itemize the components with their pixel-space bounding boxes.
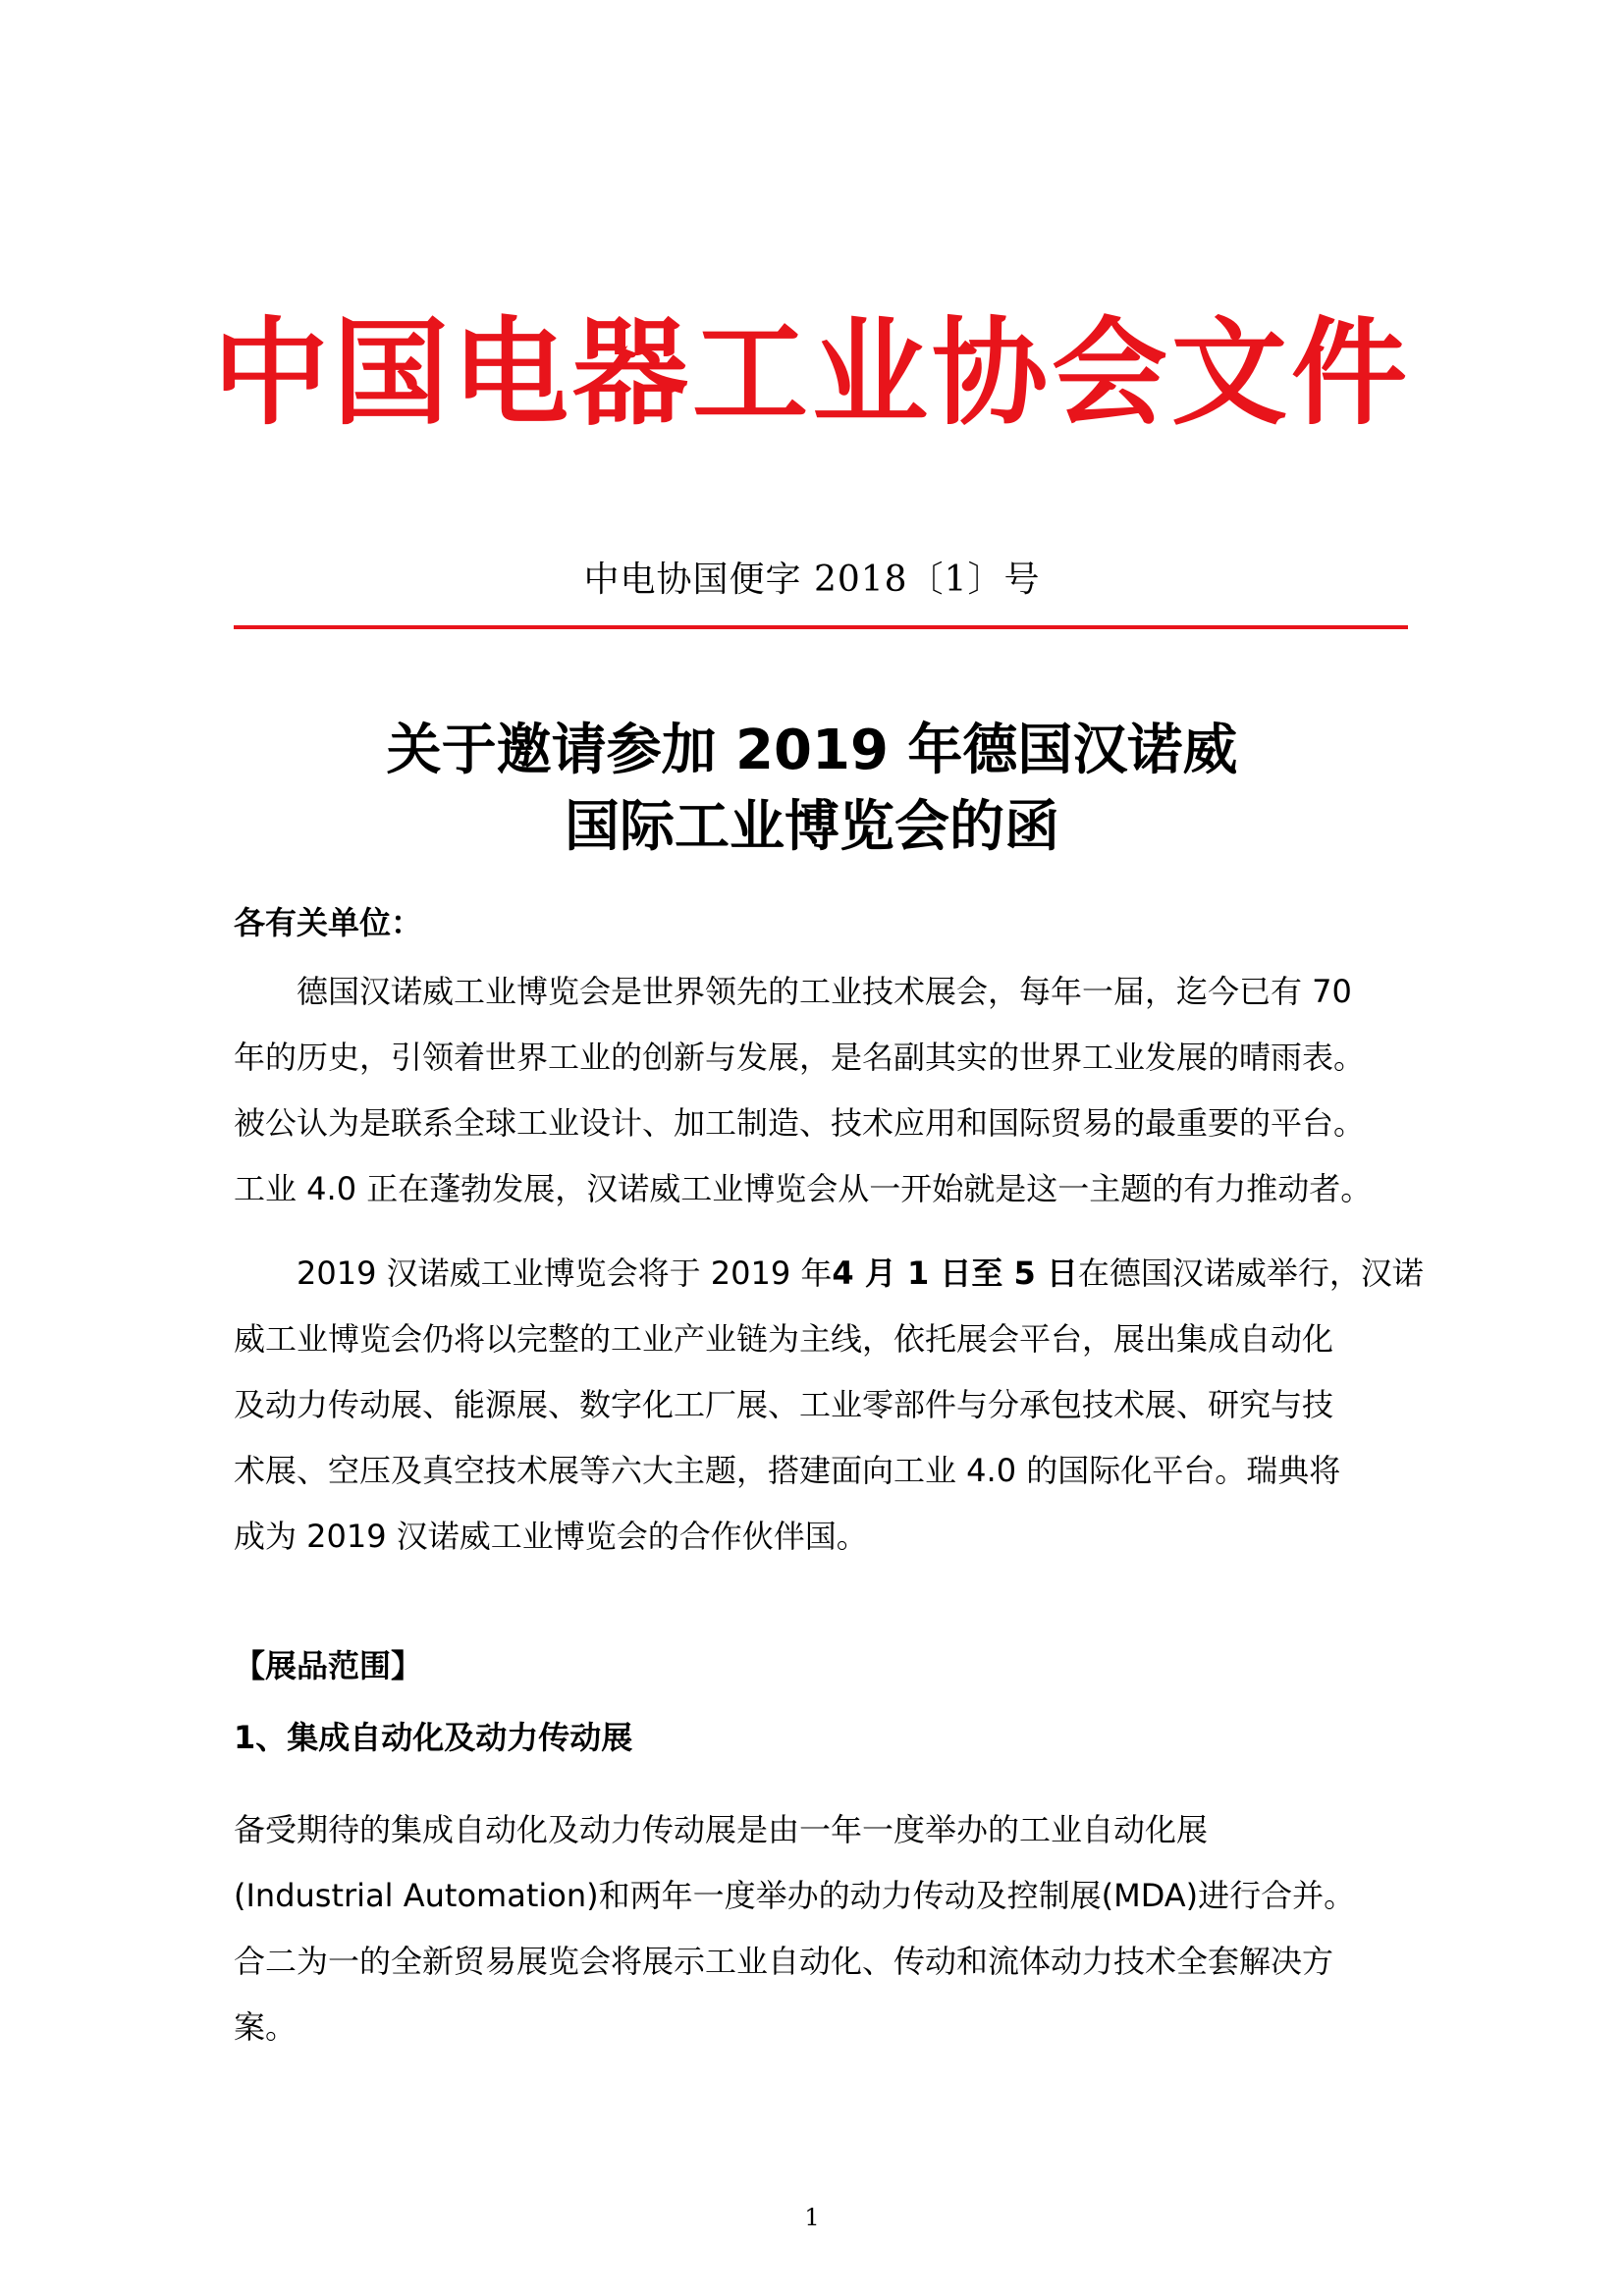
section-item-1-line-4: 案。 [234, 2008, 298, 2046]
paragraph-2-line-1-end: 在德国汉诺威举行，汉诺 [1077, 1255, 1424, 1292]
paragraph-1-line-4: 工业 4.0 正在蓬勃发展，汉诺威工业博览会从一开始就是这一主题的有力推动者。 [234, 1170, 1373, 1207]
section-item-1-line-3: 合二为一的全新贸易展览会将展示工业自动化、传动和流体动力技术全套解决方 [234, 1943, 1334, 1980]
paragraph-2-line-4: 术展、空压及真空技术展等六大主题，搭建面向工业 4.0 的国际化平台。瑞典将 [234, 1452, 1341, 1489]
paragraph-1-line-1: 德国汉诺威工业博览会是世界领先的工业技术展会，每年一届，迄今已有 70 [297, 973, 1352, 1010]
paragraph-2-line-3: 及动力传动展、能源展、数字化工厂展、工业零部件与分承包技术展、研究与技 [234, 1386, 1334, 1423]
red-divider-rule [234, 625, 1408, 629]
paragraph-1-line-3: 被公认为是联系全球工业设计、加工制造、技术应用和国际贸易的最重要的平台。 [234, 1104, 1366, 1142]
document-number: 中电协国便字 2018〔1〕号 [583, 560, 1041, 600]
section-item-1-line-2: (Industrial Automation)和两年一度举办的动力传动及控制展(MDA)进行合并。 [234, 1877, 1356, 1914]
document-header-title: 中国电器工业协会文件 [212, 305, 1411, 441]
paragraph-2-line-2: 威工业博览会仍将以完整的工业产业链为主线，依托展会平台，展出集成自动化 [234, 1320, 1334, 1358]
salutation: 各有关单位： [234, 904, 423, 941]
page-number: 1 [804, 2204, 820, 2231]
section-item-1-heading: 1、集成自动化及动力传动展 [234, 1719, 633, 1756]
paragraph-2-line-1-start: 2019 汉诺威工业博览会将于 2019 年 [297, 1255, 833, 1292]
letter-title-line-2: 国际工业博览会的函 [565, 795, 1059, 859]
paragraph-2-line-5: 成为 2019 汉诺威工业博览会的合作伙伴国。 [234, 1518, 868, 1555]
paragraph-1-line-2: 年的历史，引领着世界工业的创新与发展，是名副其实的世界工业发展的晴雨表。 [234, 1039, 1366, 1076]
exhibition-dates: 4 月 1 日至 5 日 [832, 1255, 1078, 1292]
section-heading-exhibit-scope: 【展品范围】 [234, 1647, 423, 1684]
section-item-1-line-1: 备受期待的集成自动化及动力传动展是由一年一度举办的工业自动化展 [234, 1811, 1209, 1848]
paragraph-2-line-1 [297, 1252, 1475, 1295]
letter-title-line-1: 关于邀请参加 2019 年德国汉诺威 [386, 719, 1238, 782]
